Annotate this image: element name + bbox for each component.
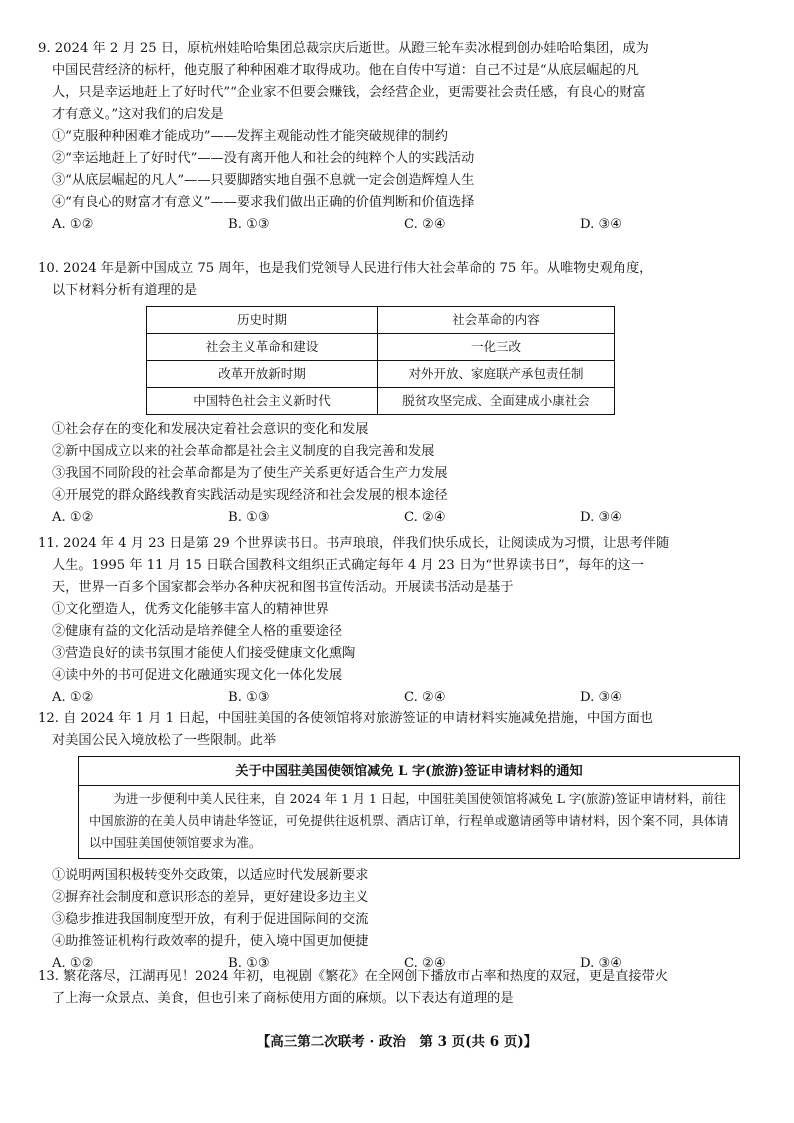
question-12-stem [38,708,760,752]
question-12 [38,708,760,975]
q12-stem-line: 12. 自 2024 年 1 月 1 日起，中国驻美国的各使领馆将对旅游签证的申请材料实施减免措施，中国方面也 [38,711,653,726]
q10-choice-a[interactable]: A. ①② [52,510,94,525]
q11-choice-a[interactable]: A. ①② [52,690,94,705]
q9-stem-line: 9. 2024 年 2 月 25 日，原杭州娃哈哈集团总裁宗庆后逝世。从蹬三轮车卖冰棍到创办娃哈哈集团，成为 [38,41,649,56]
table-header-row [147,307,615,334]
q10-option-4: ④开展党的群众路线教育实践活动是实现经济和社会发展的根本途径 [52,488,448,503]
table-cell: 社会主义革命和建设 [147,334,378,361]
table-cell: 一化三改 [378,334,615,361]
history-table [146,306,615,415]
q10-option-2: ②新中国成立以来的社会革命都是社会主义制度的自我完善和发展 [52,444,435,459]
q9-stem-line: 人，只是幸运地赶上了好时代”“企业家不但要会赚钱，会经营企业，更需要社会责任感，有良心的财富 [52,85,646,100]
q10-stem-line: 10. 2024 年是新中国成立 75 周年，也是我们党领导人民进行伟大社会革命的 75 年。从唯物史观角度， [38,261,653,276]
q11-choice-d[interactable]: D. ③④ [580,690,623,705]
q13-stem-line: 13. 繁花落尽，江湖再见！2024 年初，电视剧《繁花》在全网创下播放市占率和热度的双冠，更是直接带火 [38,969,668,984]
q10-choice-b[interactable]: B. ①③ [228,510,270,525]
visa-notice-box [78,756,740,859]
q11-stem-line: 天，世界一百多个国家都会举办各种庆祝和图书宣传活动。开展读书活动是基于 [52,580,514,595]
q9-option-1: ①“克服种种困难才能成功”——发挥主观能动性才能突破规律的制约 [52,129,448,144]
q9-choices [38,214,760,236]
q9-choice-d[interactable]: D. ③④ [580,217,623,232]
q11-option-1: ①文化塑造人，优秀文化能够丰富人的精神世界 [52,602,329,617]
q10-choice-c[interactable]: C. ②④ [404,510,446,525]
q10-option-1: ①社会存在的变化和发展决定着社会意识的变化和发展 [52,422,369,437]
table-row [147,361,615,388]
table-header: 历史时期 [147,307,378,334]
table-row [147,388,615,415]
question-10-stem [38,258,760,302]
question-9-stem [38,38,760,126]
question-9 [38,38,760,236]
table-header: 社会革命的内容 [378,307,615,334]
table-cell: 对外开放、家庭联产承包责任制 [378,361,615,388]
q12-option-4: ④助推签证机构行政效率的提升，使入境中国更加便捷 [52,934,369,949]
q12-choice-c[interactable]: C. ②④ [404,956,446,971]
q11-choices [38,687,760,709]
q9-stem-line: 才有意义。”这对我们的启发是 [52,107,224,122]
question-13-stem [38,966,760,1010]
q12-choice-d[interactable]: D. ③④ [580,956,623,971]
notice-body: 为进一步便利中美人民往来，自 2024 年 1 月 1 日起，中国驻美国使领馆将减免 L 字(旅游)签证申请材料，前往中国旅游的在美人员申请赴华签证，可免提供往返机票、酒店订单，行程单或邀请函等申请材料，因个案不同，具体请以中国驻美国使领馆要求为准。 [89,792,729,850]
q11-stem-line: 11. 2024 年 4 月 23 日是第 29 个世界读书日。书声琅琅，伴我们快乐成长，让阅读成为习惯，让思考伴随 [38,536,670,551]
page-footer: 【高三第二次联考 · 政治 第 3 页(共 6 页)】 [256,1034,538,1050]
q9-stem-line: 中国民营经济的标杆，他克服了种种困难才取得成功。他在自传中写道：自己不过是“从底层崛起的凡 [52,63,639,78]
q11-stem-line: 人生。1995 年 11 月 15 日联合国教科文组织正式确定每年 4 月 23 日为“世界读书日”，每年的这一 [52,558,644,573]
q9-choice-c[interactable]: C. ②④ [404,217,446,232]
q12-option-2: ②摒弃社会制度和意识形态的差异，更好建设多边主义 [52,890,369,905]
q12-choice-b[interactable]: B. ①③ [228,956,270,971]
q10-choices [38,507,760,529]
q12-stem-line: 对美国公民入境放松了一些限制。此举 [52,733,277,748]
q11-choice-b[interactable]: B. ①③ [228,690,270,705]
q11-choice-c[interactable]: C. ②④ [404,690,446,705]
question-11 [38,533,760,709]
q9-choice-a[interactable]: A. ①② [52,217,94,232]
q12-option-3: ③稳步推进我国制度型开放，有利于促进国际间的交流 [52,912,369,927]
q11-option-3: ③营造良好的读书氛围才能使人们接受健康文化熏陶 [52,646,356,661]
notice-title: 关于中国驻美国使领馆减免 L 字(旅游)签证申请材料的通知 [79,757,739,786]
q11-option-4: ④读中外的书可促进文化融通实现文化一体化发展 [52,668,343,683]
q9-option-3: ③“从底层崛起的凡人”——只要脚踏实地自强不息就一定会创造辉煌人生 [52,173,475,188]
q9-option-4: ④“有良心的财富才有意义”——要求我们做出正确的价值判断和价值选择 [52,195,475,210]
table-cell: 中国特色社会主义新时代 [147,388,378,415]
q10-choice-d[interactable]: D. ③④ [580,510,623,525]
q10-option-3: ③我国不同阶段的社会革命都是为了使生产关系更好适合生产力发展 [52,466,448,481]
table-cell: 脱贫攻坚完成、全面建成小康社会 [378,388,615,415]
table-cell: 改革开放新时期 [147,361,378,388]
question-11-stem [38,533,760,599]
q12-option-1: ①说明两国积极转变外交政策，以适应时代发展新要求 [52,868,369,883]
q9-option-2: ②“幸运地赶上了好时代”——没有离开他人和社会的纯粹个人的实践活动 [52,151,475,166]
q9-choice-b[interactable]: B. ①③ [228,217,270,232]
table-row [147,334,615,361]
q12-choice-a[interactable]: A. ①② [52,956,94,971]
question-13 [38,966,760,1010]
q11-option-2: ②健康有益的文化活动是培养健全人格的重要途径 [52,624,343,639]
question-10 [38,258,760,529]
q13-stem-line: 了上海一众景点、美食，但也引来了商标使用方面的麻烦。以下表达有道理的是 [52,991,514,1006]
q10-stem-line: 以下材料分析有道理的是 [52,283,198,298]
